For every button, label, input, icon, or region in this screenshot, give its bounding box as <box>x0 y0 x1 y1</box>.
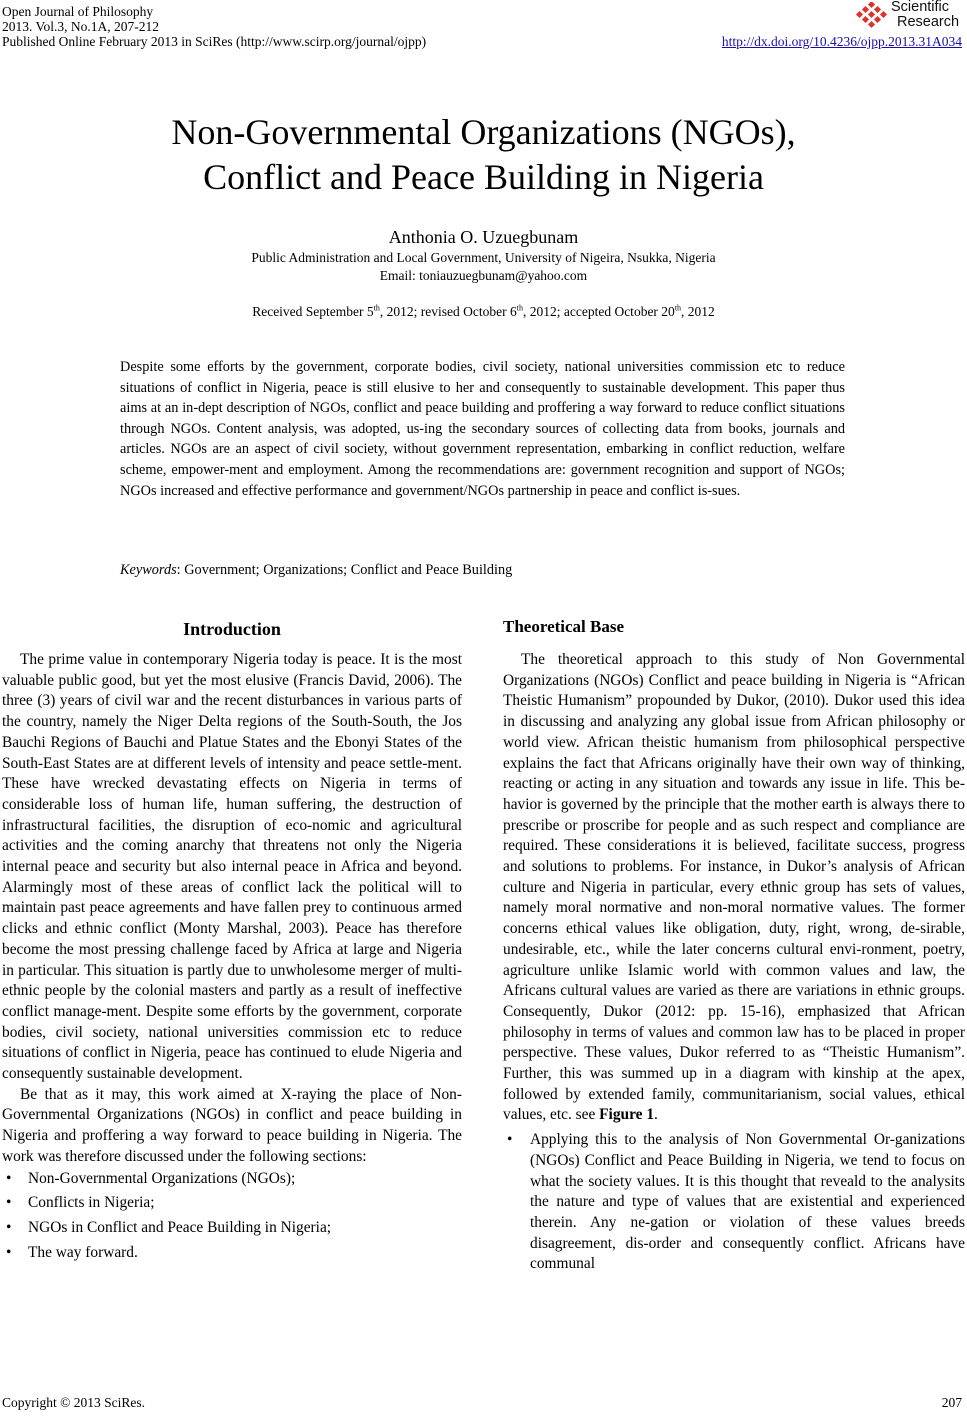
keywords <box>120 560 845 580</box>
bullet-icon: • <box>6 1169 12 1187</box>
list-item-text: NGOs in Conflict and Peace Building in Nigeria; <box>28 1218 332 1236</box>
revised-text: , 2012; revised October 6 <box>379 304 517 319</box>
affiliation-text: Public Administration and Local Government, University of Nigeira, Nsukka, Nigeria <box>251 250 716 265</box>
author-email: Email: toniauzuegbunam@yahoo.com <box>379 268 588 283</box>
journal-name: Open Journal of Philosophy <box>2 4 154 19</box>
bullet-icon: • <box>507 1131 513 1149</box>
left-column <box>2 614 462 1267</box>
paper-title <box>0 110 967 200</box>
received-dates <box>0 303 967 321</box>
journal-header <box>2 4 964 49</box>
list-item <box>2 1218 462 1239</box>
theory-paragraph-1 <box>503 650 965 1126</box>
intro-paragraph-2: Be that as it may, this work aimed at X-raying the place of Non-Governmental Organizations (NGOs) in conflict and peace building in Nigeria and proffering a way forward to peace building in Nigeria. The work was therefore discussed under the following sections: <box>2 1085 462 1165</box>
doi-link[interactable]: http://dx.doi.org/10.4236/ojpp.2013.31A034 <box>721 34 962 49</box>
list-item-text: Conflicts in Nigeria; <box>28 1194 155 1212</box>
author-name: Anthonia O. Uzuegbunam <box>388 227 579 247</box>
list-item <box>503 1130 965 1275</box>
list-item-text: The way forward. <box>28 1243 138 1261</box>
bullet-icon: • <box>6 1194 12 1212</box>
journal-volume: 2013. Vol.3, No.1A, 207-212 <box>2 19 160 34</box>
logo-line-1: Scientific <box>891 0 950 15</box>
accepted-sup: th <box>674 303 682 313</box>
page-number: 207 <box>941 1395 962 1410</box>
sections-list <box>2 1169 462 1264</box>
received-sup: th <box>373 303 380 313</box>
title-line-2: Conflict and Peace Building in Nigeria <box>203 157 764 197</box>
list-item-text: Non-Governmental Organizations (NGOs); <box>28 1169 296 1187</box>
theory-paragraph-text: The theoretical approach to this study of Non Governmental Organizations (NGOs) Conflict and peace building in Nigeria is “African Theistic Humanism” propounded by Dukor, (2010). Dukor used this idea in discussing and analyzing any global issue from African philosophy or world view. African theistic humanism from philosophical perspective explains the fact that Africans originally have their own way of thinking, reacting or acting in any situation and towards any issue in life. This be-havior is governed by the principle that the mother earth is always there to prescribe or proscribe for people and as such respect and compliance are required. These considerations it is believed, facilitate success, progress and solutions to problems. For instance, in Dukor’s analysis of African culture and Nigeria in particular, every ethnic group has sets of values, namely moral normative and non-moral normative values. The former concerns ethical values like obligation, duty, right, wrong, de-sirable, undesirable, etc., while the later concerns cultural envi-ronment, poetry, agriculture unlike Islamic world with common values and law, the Africans cultural values are varied as there are variations in ethnic groups. Consequently, Dukor (2012: pp. 15-16), emphasized that African philosophy in terms of values and common law has to be placed in proper perspective. These values, Dukor referred to as “Theistic Humanism”. Further, this was summed up in a diagram with kinship at the apex, followed by extended family, communitarianism, social values, ethical values, etc. see <box>503 651 965 1124</box>
revised-sup: th <box>516 303 523 313</box>
received-text: Received September 5 <box>252 304 374 319</box>
bullet-icon: • <box>6 1243 12 1261</box>
list-item <box>2 1243 462 1264</box>
figure-reference[interactable]: Figure 1 <box>599 1106 655 1124</box>
bullet-icon: • <box>6 1218 12 1236</box>
abstract: Despite some efforts by the government, corporate bodies, civil society, national universities commission etc to reduce situations of conflict in Nigeria, peace is still elusive to her and consequently to sustainable development. This paper thus aims at an in-dept description of NGOs, conflict and peace building and proffering a way forward to reduce conflict situations through NGOs. Content analysis, was adopted, us-ing the secondary sources of collecting data from books, journals and articles. NGOs are an aspect of civil society, without government representation, embarking in conflict reduction, welfare scheme, empower-ment and employment. Among the recommendations are: government recognition and support of NGOs; NGOs increased and effective performance and government/NGOs partnership in peace and conflict is-sues. <box>120 359 845 499</box>
scientific-research-logo <box>855 0 965 32</box>
section-heading-introduction: Introduction <box>183 619 281 639</box>
intro-paragraph-1: The prime value in contemporary Nigeria today is peace. It is the most valuable public good, but yet the most elusive (Francis David, 2006). The three (3) years of civil war and the recent disturbances in various parts of the country, namely the Niger Delta regions of the South-South, the Jos Bauchi Regions of Bauchi and Platue States and the Ebonyi States of the South-East States are at different levels of intensity and peace settle-ment. These have wrecked devastating effects on Nigeria in terms of considerable loss of human life, human suffering, the destruction of infrastructural facilities, the disruption of eco-nomic and agricultural activities and the coming anarchy that threatens not only the Nigeria internal peace and security but also internal peace in Africa and beyond. Alarmingly most of these areas of conflict lack the political will to maintain past peace agreements and have fallen prey to continuous armed clicks and ethnic conflict (Monty Marshal, 2003). Peace has therefore become the most pressing challenge faced by Africa at large and Nigeria in particular. This situation is partly due to unwholesome merger of multi-ethnic people by the colonial masters and partly as a result of ineffective conflict manage-ment. Despite some efforts by the government, corporate bodies, civil society, national universities commission etc to reduce situations of conflict in Nigeria, peace has continued to elude Nigeria and consequently sustainable development. <box>2 651 462 1083</box>
published-online: Published Online February 2013 in SciRes (http://www.scirp.org/journal/ojpp) <box>2 34 427 49</box>
year-text: , 2012 <box>681 304 715 319</box>
list-item-text: Applying this to the analysis of Non Governmental Or-ganizations (NGOs) Conflict and Peace Building in Nigeria, we tend to focus on what the society values. It is this thought that reveald to the analysits the nature and type of values that are existential and experienced therein. Any ne-gation or violation of these values breeds disagreement, dis-order and consequently conflict. Africans have communal <box>530 1131 965 1273</box>
right-column <box>503 614 965 1279</box>
page-footer <box>2 1395 964 1411</box>
author-affiliation <box>0 249 967 285</box>
list-item <box>2 1169 462 1190</box>
logo-wordmark <box>891 0 959 30</box>
list-item <box>2 1193 462 1214</box>
copyright: Copyright © 2013 SciRes. <box>2 1395 146 1410</box>
section-heading-theoretical-base: Theoretical Base <box>503 617 625 636</box>
title-line-1: Non-Governmental Organizations (NGOs), <box>171 112 796 152</box>
accepted-text: , 2012; accepted October 20 <box>522 304 675 319</box>
keywords-label: Keywords <box>120 562 177 578</box>
theory-list <box>503 1130 965 1275</box>
logo-icon <box>855 2 889 30</box>
theory-paragraph-end: . <box>654 1106 658 1124</box>
keywords-list: : Government; Organizations; Conflict and Peace Building <box>176 562 513 578</box>
logo-line-2: Research <box>897 14 960 30</box>
